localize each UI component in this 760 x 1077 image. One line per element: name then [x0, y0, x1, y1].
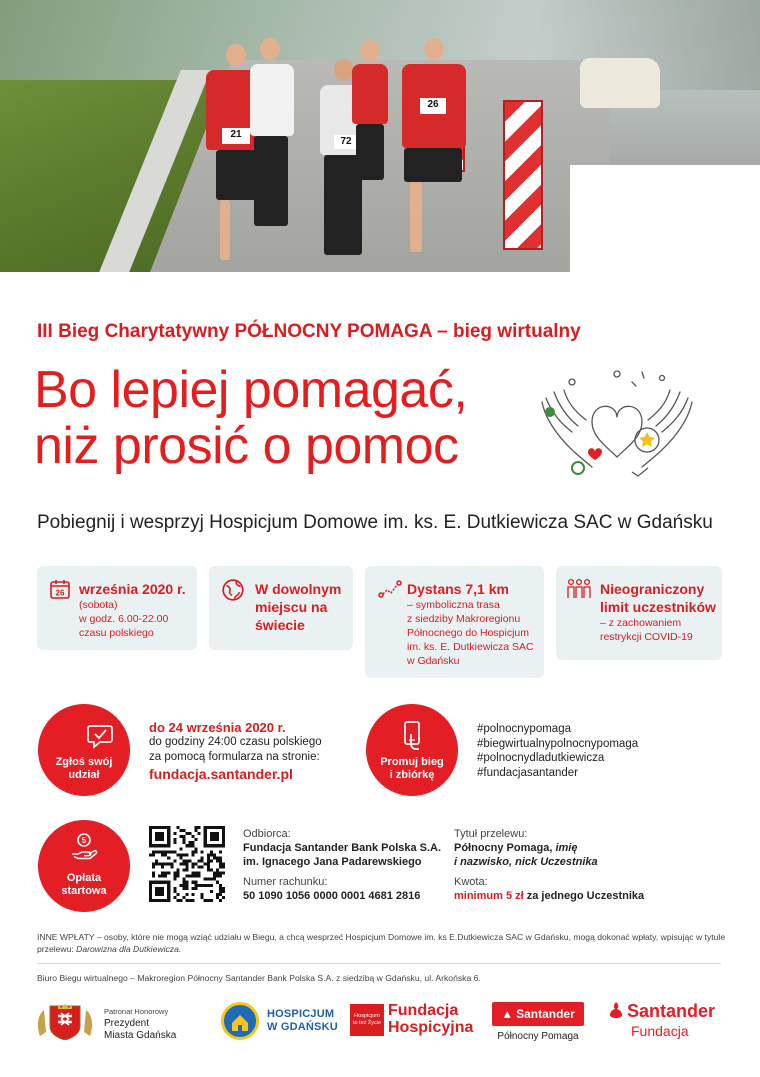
transfer-title-italic: i nazwisko, nick Uczestnika [454, 856, 598, 868]
calendar-icon [49, 578, 71, 600]
recipient-line: Fundacja Santander Bank Polska S.A. [243, 842, 442, 854]
limit-line: restrykcji COVID-19 [600, 631, 693, 643]
photo-corner-cutout [570, 165, 760, 272]
calendar-day: 26 [55, 588, 65, 598]
transfer-title-label: Tytuł przelewu: [454, 828, 528, 840]
hospicjum-line: HOSPICJUM [267, 1008, 335, 1020]
transfer-block [454, 827, 644, 903]
distance-title: Dystans 7,1 km [407, 581, 509, 597]
phone-tap-icon [397, 720, 427, 750]
runner [392, 36, 476, 256]
runner [246, 38, 296, 228]
headline-line-2: niż prosić o pomoc [34, 417, 459, 475]
promote-label-line: Promuj bieg [380, 756, 444, 768]
distance-line: w Gdańsku [407, 655, 460, 667]
bib-number: 26 [420, 98, 446, 114]
fee-circle [38, 820, 130, 912]
hashtag[interactable]: #polnocnypomaga [477, 723, 571, 735]
distance-line: Północnego do Hospicjum [407, 627, 529, 639]
distance-line: z siedziby Makroregionu [407, 613, 521, 625]
registration-deadline: do 24 września 2020 r. [149, 720, 286, 735]
speech-bubble-check-icon [85, 720, 115, 750]
promote-circle[interactable] [366, 704, 458, 796]
santander-pp-sub: Północny Pomaga [497, 1031, 579, 1042]
santander-flame-icon [607, 1001, 625, 1019]
hospicjum-badge [221, 1002, 259, 1040]
registration-line: za pomocą formularza na stronie: [149, 751, 320, 763]
register-label-line: udział [68, 769, 100, 781]
svg-text:5: 5 [81, 836, 87, 845]
santander-fundacja-logo [607, 1001, 715, 1039]
fee-label-line: Opłata [66, 872, 102, 884]
place-title-line: miejscu na [255, 599, 328, 615]
fee-label-line: startowa [61, 885, 107, 897]
santander-fundacja-sub: Fundacja [631, 1023, 689, 1039]
runner [350, 40, 390, 180]
recipient-label: Odbiorca: [243, 828, 291, 840]
recipient-line: im. Ignacego Jana Padarewskiego [243, 856, 422, 868]
amount-value: minimum 5 zł [454, 890, 524, 902]
race-office-note: Biuro Biegu wirtualnego – Makroregion Północny Santander Bank Polska S.A. z siedzibą w Gdańsku, ul. Arkońska 6. [37, 973, 481, 983]
divider [37, 963, 721, 964]
date-line: czasu polskiego [79, 627, 154, 639]
patron-line: Prezydent [104, 1018, 150, 1029]
bib-number: 72 [334, 135, 358, 149]
recipient-block [243, 827, 441, 903]
qr-code[interactable] [149, 826, 225, 902]
fundacja-hospicyjna-badge: Hospicjum to też Życie [350, 1004, 384, 1036]
globe-icon [221, 578, 245, 602]
transfer-title-text: Północny Pomaga, [454, 842, 556, 854]
account-label: Numer rachunku: [243, 876, 328, 888]
patron-line: Miasta Gdańska [104, 1030, 177, 1041]
hashtag[interactable]: #biegwirtualnypolnocnypomaga [477, 737, 639, 750]
date-title: września 2020 r. [79, 581, 186, 597]
distance-line: im. ks. E. Dutkiewicza SAC [407, 641, 534, 653]
footnote-text: INNE WPŁATY – osoby, które nie mogą wziąć udziału w Biegu, a chcą wesprzeć Hospicjum Domowe im. ks E.Dutkiewicza SAC w Gdańsku, mogą dokonać wpłaty, wpisując w tytule przelewu: [37, 932, 726, 954]
car [580, 58, 660, 108]
register-label-line: Zgłoś swój [55, 756, 113, 768]
santander-fundacja-main: Santander [627, 1001, 716, 1021]
hashtag-list [477, 722, 638, 780]
date-line: w godz. 6.00-22.00 [79, 613, 169, 625]
promote-label-line: i zbiórkę [389, 769, 435, 781]
limit-line: – z zachowaniem [600, 617, 682, 629]
headline-line-1: Bo lepiej pomagać, [34, 361, 468, 419]
tagline: Pobiegnij i wesprzyj Hospicjum Domowe im. ks. E. Dutkiewicza SAC w Gdańsku [37, 512, 713, 533]
hashtag[interactable]: #polnocnydladutkiewicza [477, 752, 605, 764]
date-line: (sobota) [79, 599, 118, 611]
headline [34, 362, 467, 474]
registration-details [149, 720, 322, 782]
hospicjum-line: W GDAŃSKU [267, 1021, 338, 1033]
distance-line: – symboliczna trasa [407, 599, 500, 611]
gdansk-crest-logo [36, 1004, 94, 1040]
people-icon [566, 578, 592, 600]
coin-hand-icon [69, 832, 99, 862]
account-number: 50 1090 1056 0000 0001 4681 2816 [243, 890, 421, 902]
limit-title-line: limit uczestników [600, 599, 716, 615]
info-box-place [209, 566, 353, 650]
limit-title-line: Nieograniczony [600, 581, 705, 597]
patron-small-label: Patronat Honorowy [104, 1007, 169, 1016]
transfer-title-italic: imię [555, 842, 578, 854]
santander-box-label: Santander [516, 1007, 575, 1021]
info-box-limit [556, 566, 722, 660]
fundacja-hospicyjna-line: Hospicyjna [388, 1019, 474, 1036]
honorary-patron [104, 1006, 176, 1042]
info-box-date [37, 566, 197, 650]
amount-suffix: za jednego Uczestnika [523, 890, 645, 902]
santander-polnocny-pomaga-logo [492, 1002, 584, 1042]
helping-hands-illustration [532, 362, 702, 482]
registration-url-link[interactable]: fundacja.santander.pl [149, 766, 293, 782]
traffic-barrier [503, 100, 543, 250]
hero-photo [0, 0, 760, 272]
fundacja-hospicyjna-line: Fundacja [388, 1002, 459, 1019]
santander-flame-icon: ▲ [501, 1007, 514, 1021]
place-title-line: świecie [255, 617, 305, 633]
other-payments-note [37, 931, 727, 955]
register-circle[interactable] [38, 704, 130, 796]
registration-line: do godziny 24:00 czasu polskiego [149, 736, 322, 748]
event-subtitle: III Bieg Charytatywny PÓŁNOCNY POMAGA – bieg wirtualny [37, 321, 581, 342]
place-title-line: W dowolnym [255, 581, 342, 597]
info-box-distance [365, 566, 544, 678]
santander-box [492, 1002, 584, 1026]
hashtag[interactable]: #fundacjasantander [477, 766, 579, 779]
bib-number: 21 [222, 128, 250, 144]
footnote-italic: Darowizna dla Dutkiewicza. [76, 944, 182, 954]
route-icon [377, 578, 403, 600]
amount-label: Kwota: [454, 876, 488, 888]
